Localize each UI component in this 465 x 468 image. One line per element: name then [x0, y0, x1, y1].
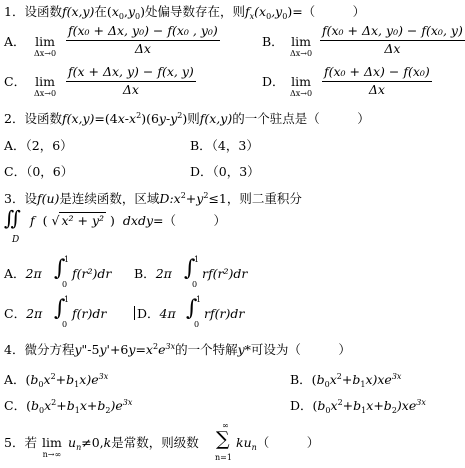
q3-option-c: C．2π — [4, 306, 43, 321]
q5-term: $ku_n$（ ） — [236, 435, 320, 452]
q1-stem: 1．设函数f(x,y)在$(x_0,y_0)$处偏导数存在，则$f_x(x_0,y_0)=$（ ） — [4, 4, 366, 21]
q1-option-d-limit: lim Δx→0 — [290, 74, 313, 98]
q3-option-d-lower: 0 — [194, 320, 200, 329]
q5-limit: lim n→∞ — [42, 435, 62, 459]
q1-option-b-limit: lim Δx→0 — [290, 34, 313, 58]
q3-option-c-lower: 0 — [62, 320, 68, 329]
q3-option-d-body: rf(r)dr — [204, 306, 245, 321]
q3-option-c-upper: 1 — [64, 295, 70, 304]
q3-option-d-upper: 1 — [196, 295, 202, 304]
q3-region-label: D — [12, 235, 20, 245]
q3-option-b-upper: 1 — [194, 255, 200, 264]
q2-option-a: A．（2，6） — [4, 138, 73, 153]
q3-option-a: A．2π — [4, 266, 42, 281]
q1-option-b-fraction: f(x₀ + Δx, y₀) − f(x₀, y) Δx — [322, 23, 463, 56]
q3-stem: 3．设f(u)是连续函数，区域$D:x^2+y^2\le 1$，则二重积分 — [4, 191, 302, 206]
q5-sum-sign: ∑ — [216, 428, 230, 450]
q2-option-c: C．（0，6） — [4, 164, 74, 179]
q3-option-a-upper: 1 — [64, 255, 70, 264]
q3-option-a-int-sign: ∫ — [54, 256, 66, 281]
q3-double-integral-sign: ∬ — [4, 206, 22, 230]
q1-option-b-label: B． — [262, 34, 284, 49]
q1-option-c-fraction: f(x + Δx, y) − f(x, y) Δx — [68, 64, 194, 97]
q3-integrand: f ( √ x² + y² ) dxdy=（ ） — [30, 213, 226, 228]
q2-option-b: B．（4，3） — [190, 138, 259, 153]
q5-stem-middle: $u_n\ne 0,k$是常数，则级数 — [68, 435, 199, 452]
q1-option-a-fraction: f(x₀ + Δx, y₀) − f(x₀ , y₀) Δx — [68, 23, 218, 56]
q3-option-d: D．4π — [137, 306, 176, 321]
q2-stem: 2．设函数$f(x,y)=(4x-x^2)(6y-y^2)$则f(x,y)的一个驻点是（ ） — [4, 111, 370, 126]
q4-option-b: B．$(b_0x^2+b_1x)xe^{3x}$ — [290, 372, 402, 389]
q3-option-b: B．2π — [134, 266, 172, 281]
text-cursor — [134, 306, 135, 320]
q1-option-a-limit: lim Δx→0 — [34, 34, 57, 58]
q1-option-c-limit: lim Δx→0 — [34, 74, 57, 98]
q4-option-d: D．$(b_0x^2+b_1x+b_2)xe^{3x}$ — [290, 398, 426, 415]
q4-stem: 4．微分方程$y"-5y'+6y=x^2e^{3x}$的一个特解y*可设为（ ） — [4, 342, 351, 357]
q3-option-d-int-sign: ∫ — [186, 296, 198, 321]
q3-option-b-lower: 0 — [192, 280, 198, 289]
q3-option-c-int-sign: ∫ — [54, 296, 66, 321]
q2-option-d: D．（0，3） — [190, 164, 260, 179]
q5-stem-start: 5．若 — [4, 435, 37, 450]
sqrt-sign: √ — [51, 213, 60, 228]
q4-option-a: A．$(b_0x^2+b_1x)e^{3x}$ — [4, 372, 109, 389]
q5-sum-lower: n=1 — [215, 453, 232, 462]
q1-option-d-fraction: f(x₀ + Δx) − f(x₀) Δx — [324, 64, 430, 97]
q5-sum-upper: ∞ — [222, 421, 229, 430]
q1-option-a-label: A． — [4, 34, 26, 49]
q1-option-c-label: C． — [4, 74, 27, 89]
q4-option-c: C．$(b_0x^2+b_1x+b_2)e^{3x}$ — [4, 398, 133, 415]
q3-option-b-body: rf(r²)dr — [202, 266, 248, 281]
q1-option-d-label: D． — [262, 74, 285, 89]
q3-option-a-body: f(r²)dr — [72, 266, 112, 281]
sqrt-body: x² + y² — [61, 213, 105, 228]
q3-option-c-body: f(r)dr — [72, 306, 107, 321]
q3-option-a-lower: 0 — [62, 280, 68, 289]
q3-option-b-int-sign: ∫ — [184, 256, 196, 281]
